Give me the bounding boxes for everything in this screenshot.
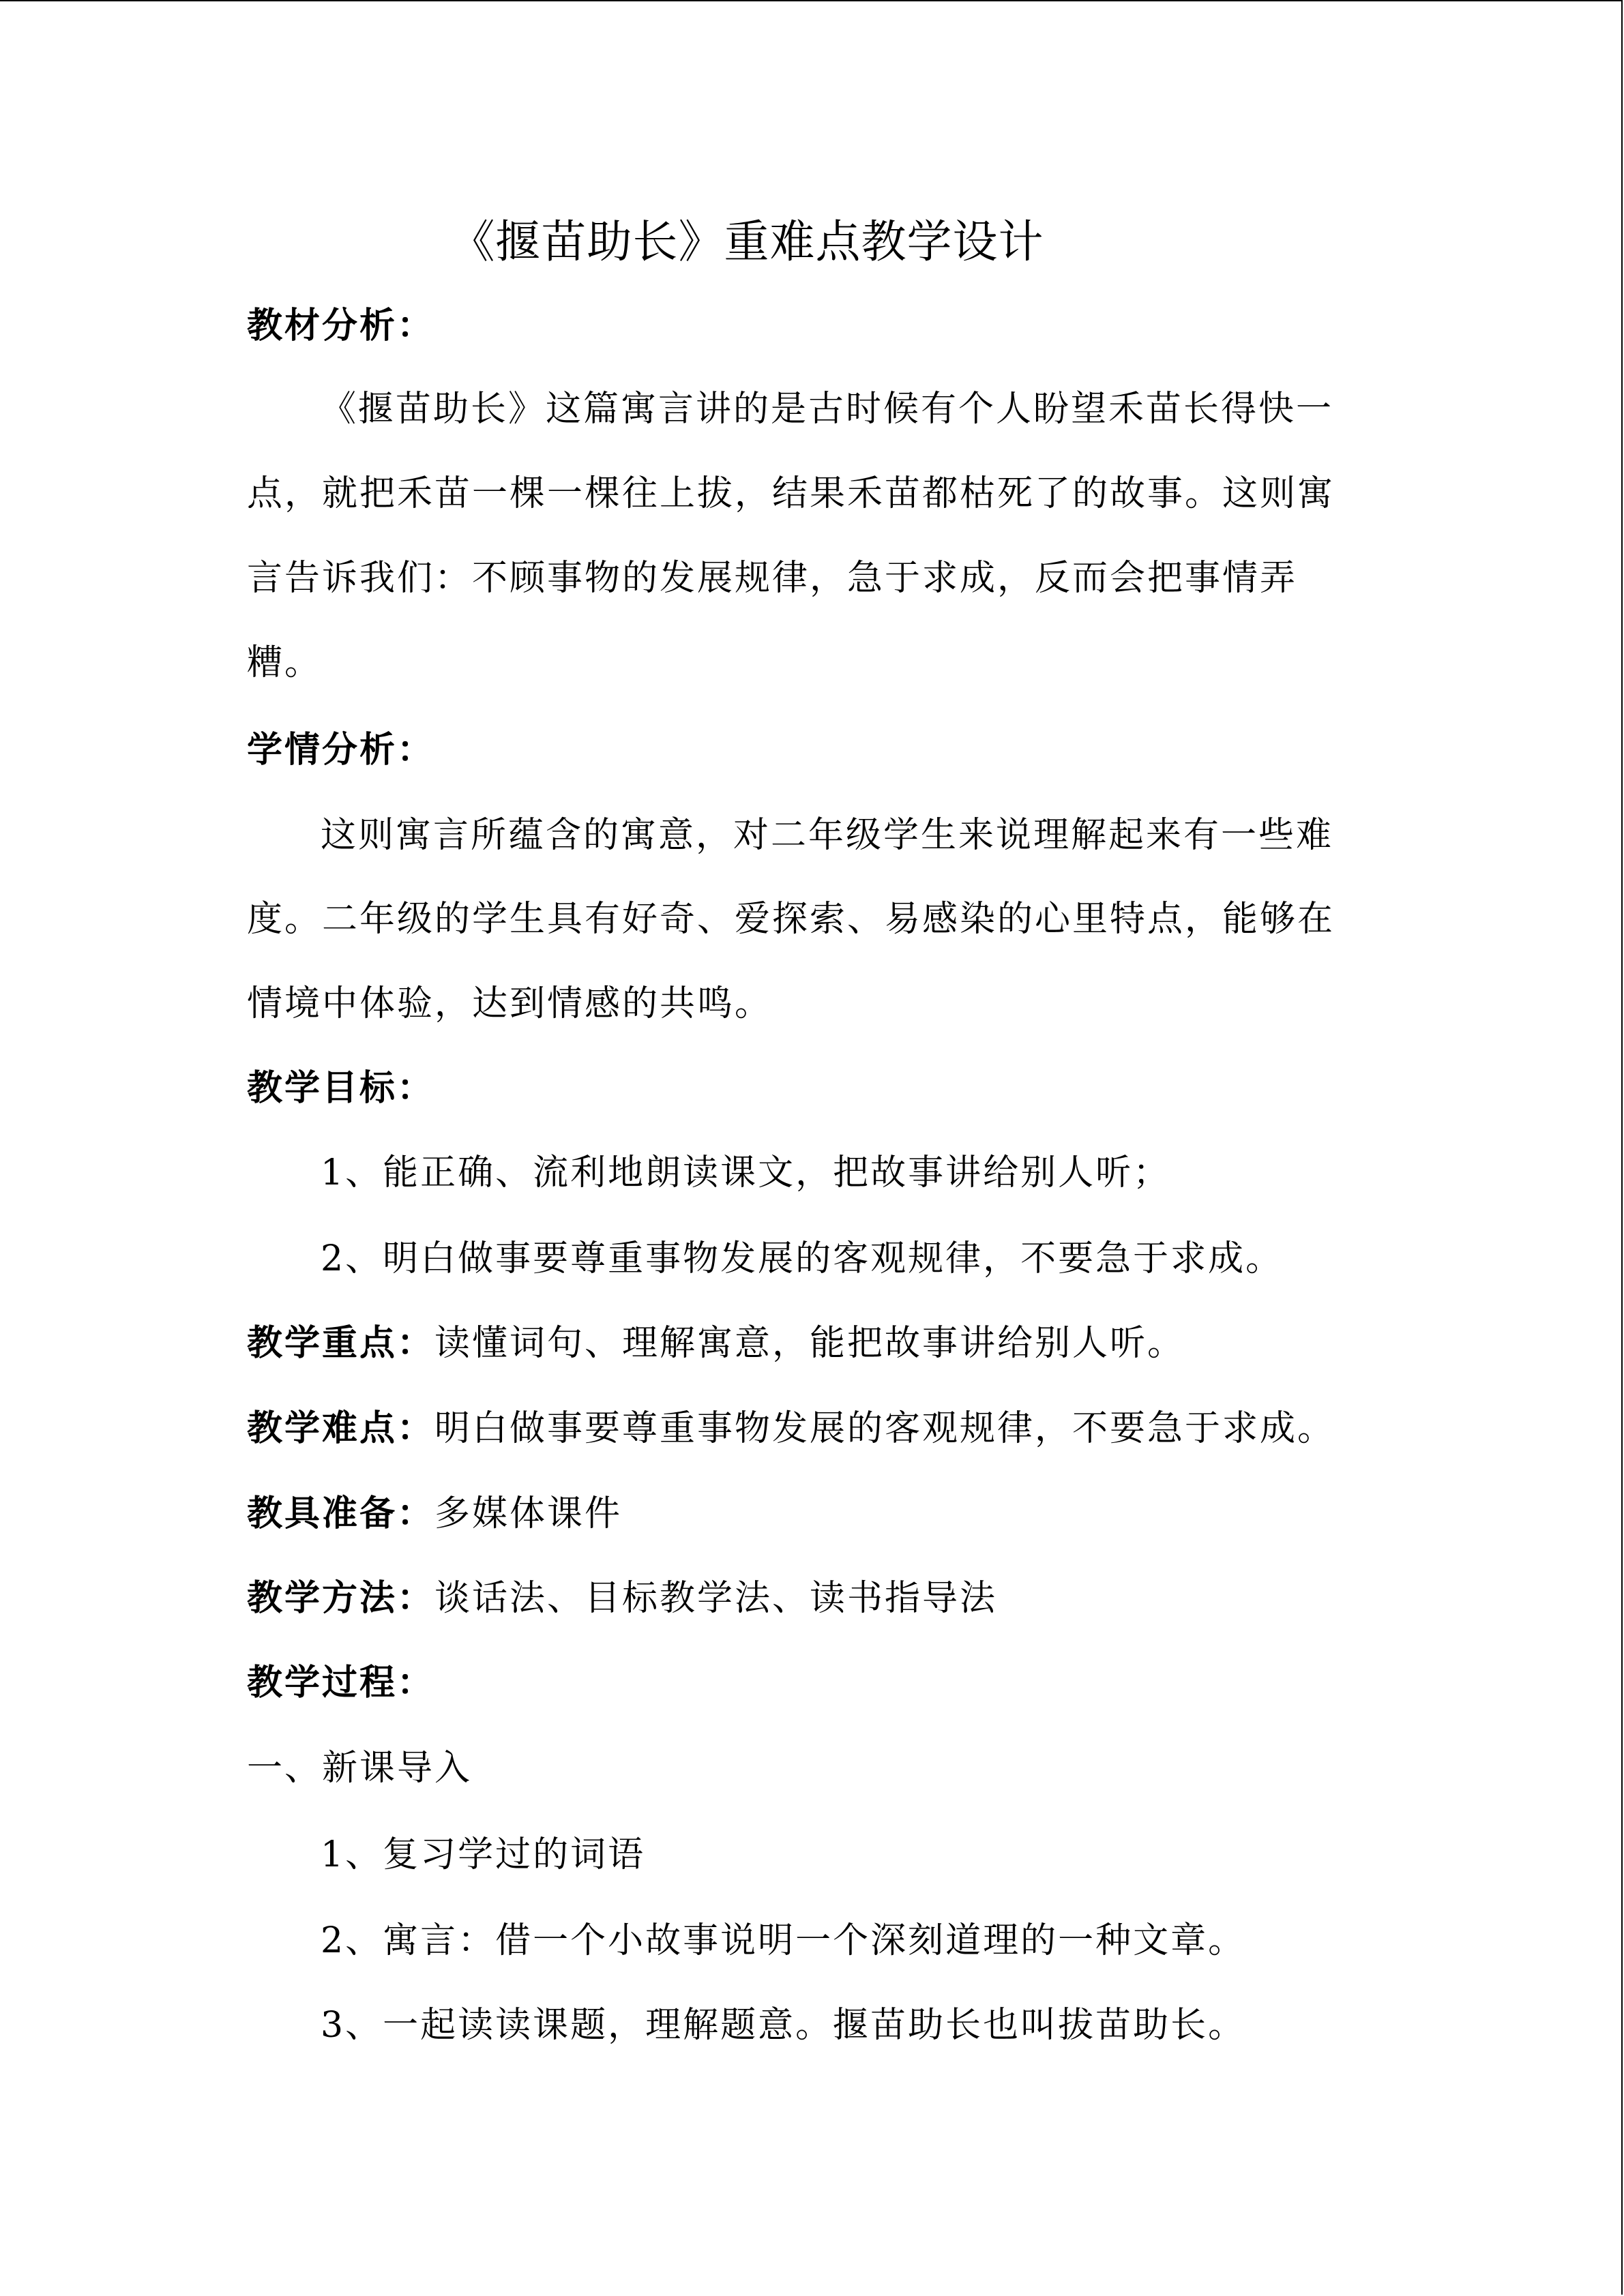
student-analysis-line-1: 这则寓言所蕴含的寓意，对二年级学生来说理解起来有一些难: [321, 815, 1334, 856]
teaching-aids-label: 教具准备：: [247, 1493, 435, 1534]
textbook-analysis-line-1: 《揠苗助长》这篇寓言讲的是古时候有个人盼望禾苗长得快一: [321, 389, 1334, 430]
textbook-analysis-heading: 教材分析：: [247, 305, 435, 346]
student-analysis-line-2: 度。二年级的学生具有好奇、爱探索、易感染的心里特点，能够在: [247, 899, 1335, 940]
difficult-points-row: [247, 1401, 1335, 1456]
teaching-process-section-one: 一、新课导入: [247, 1748, 473, 1789]
textbook-analysis-line-4: 糟。: [247, 642, 323, 683]
teaching-process-item-3: 3、一起读读课题，理解题意。揠苗助长也叫拔苗助长。: [321, 2005, 1246, 2046]
teaching-methods-value: 谈话法、目标教学法、读书指导法: [434, 1578, 998, 1619]
teaching-goal-2: 2、明白做事要尊重事物发展的客观规律，不要急于求成。: [321, 1238, 1284, 1279]
teaching-process-heading: 教学过程：: [247, 1663, 435, 1703]
teaching-goals-heading: 教学目标：: [247, 1068, 435, 1109]
teaching-methods-label: 教学方法：: [247, 1578, 435, 1619]
teaching-aids-row: [247, 1487, 622, 1541]
key-points-label: 教学重点：: [247, 1323, 435, 1364]
difficult-points-value: 明白做事要尊重事物发展的客观规律，不要急于求成。: [434, 1408, 1335, 1449]
student-analysis-line-3: 情境中体验，达到情感的共鸣。: [247, 983, 773, 1024]
key-points-value: 读懂词句、理解寓意，能把故事讲给别人听。: [434, 1323, 1185, 1364]
difficult-points-label: 教学难点：: [247, 1408, 435, 1449]
teaching-process-item-2: 2、寓言：借一个小故事说明一个深刻道理的一种文章。: [321, 1920, 1246, 1961]
key-points-row: [247, 1316, 1185, 1371]
teaching-goal-1: 1、能正确、流利地朗读课文，把故事讲给别人听；: [321, 1152, 1171, 1193]
textbook-analysis-line-3: 言告诉我们：不顾事物的发展规律，急于求成，反而会把事情弄: [247, 558, 1298, 599]
document-title: 《揠苗助长》重难点教学设计: [449, 215, 1044, 268]
teaching-process-item-1: 1、复习学过的词语: [321, 1834, 646, 1875]
student-analysis-heading: 学情分析：: [247, 730, 435, 771]
teaching-methods-row: [247, 1571, 997, 1626]
textbook-analysis-line-2: 点，就把禾苗一棵一棵往上拔，结果禾苗都枯死了的故事。这则寓: [247, 473, 1335, 514]
teaching-aids-value: 多媒体课件: [434, 1493, 623, 1534]
